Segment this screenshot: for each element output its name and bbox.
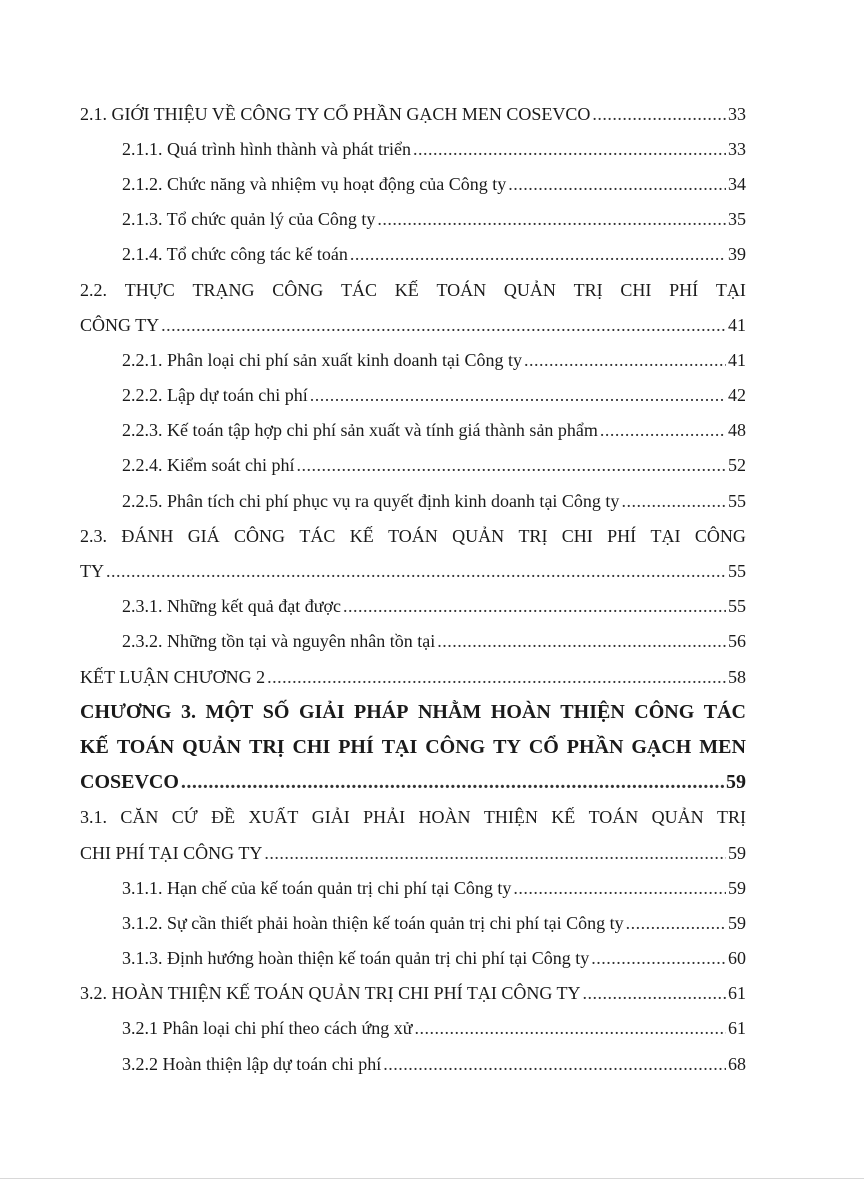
toc-heading-line bbox=[80, 694, 746, 729]
toc-dot-leader bbox=[296, 456, 726, 474]
toc-entry[interactable] bbox=[80, 166, 746, 201]
toc-heading-word: PHẦN bbox=[566, 735, 624, 758]
toc-entry-title: 3.2.1 Phân loại chi phí theo cách ứng xử bbox=[122, 1018, 413, 1039]
toc-page-number: 56 bbox=[728, 631, 746, 652]
toc-page-number: 42 bbox=[728, 385, 746, 406]
toc-entry[interactable] bbox=[80, 976, 746, 1011]
toc-page-number: 55 bbox=[728, 561, 746, 582]
toc-entry[interactable] bbox=[80, 96, 746, 131]
toc-dot-leader bbox=[267, 668, 726, 686]
toc-entry-title: 3.1.3. Định hướng hoàn thiện kế toán quản trị chi phí tại Công ty bbox=[122, 948, 590, 969]
toc-heading-word: CÔNG bbox=[425, 735, 486, 758]
toc-page-number: 48 bbox=[728, 420, 746, 441]
toc-dot-leader bbox=[591, 949, 726, 967]
toc-entry[interactable] bbox=[80, 624, 746, 659]
toc-heading-word: GIẢI bbox=[298, 700, 345, 723]
toc-dot-leader bbox=[264, 844, 726, 862]
toc-heading-word: 2.3. bbox=[80, 525, 107, 546]
toc-heading-word: 3. bbox=[180, 700, 196, 723]
toc-entry[interactable] bbox=[80, 905, 746, 940]
toc-heading-word: ĐÁNH bbox=[121, 525, 174, 546]
toc-heading-word: 2.2. bbox=[80, 279, 107, 300]
toc-dot-leader bbox=[377, 210, 726, 228]
toc-heading-word: TẠI bbox=[381, 735, 418, 758]
toc-entry[interactable] bbox=[80, 870, 746, 905]
toc-entry[interactable] bbox=[80, 835, 746, 870]
toc-dot-leader bbox=[583, 984, 727, 1002]
toc-heading-word: KẾ bbox=[349, 525, 374, 546]
toc-page-number: 68 bbox=[728, 1053, 746, 1074]
toc-entry-title: 2.1. GIỚI THIỆU VỀ CÔNG TY CỔ PHẦN GẠCH MEN COSEVCO bbox=[80, 103, 591, 124]
toc-heading-word: PHÁP bbox=[354, 700, 409, 723]
toc-page-number: 55 bbox=[728, 490, 746, 511]
toc-page-number: 41 bbox=[728, 314, 746, 335]
toc-heading-word: HOÀN bbox=[490, 700, 551, 723]
toc-heading-line bbox=[80, 800, 746, 835]
toc-heading-word: GẠCH bbox=[631, 735, 692, 758]
toc-heading-word: CHI bbox=[561, 525, 593, 546]
toc-heading-word: TY bbox=[493, 735, 521, 758]
toc-entry-title: 2.1.1. Quá trình hình thành và phát triển bbox=[122, 138, 411, 159]
toc-heading-word: TÁC bbox=[340, 279, 377, 300]
toc-heading-word: QUẢN bbox=[503, 279, 556, 300]
toc-heading-word: TRỊ bbox=[573, 279, 603, 300]
toc-entry-title: 2.3.1. Những kết quả đạt được bbox=[122, 596, 341, 617]
toc-heading-word: PHÍ bbox=[338, 735, 374, 758]
toc-heading-word: QUẢN bbox=[651, 807, 704, 828]
toc-page-number: 61 bbox=[728, 1018, 746, 1039]
toc-heading-word: QUẢN bbox=[452, 525, 505, 546]
toc-heading-word: CHI bbox=[620, 279, 652, 300]
toc-heading-word: TRỊ bbox=[248, 735, 285, 758]
toc-dot-leader bbox=[414, 1019, 726, 1037]
toc-entry-title: 3.1.2. Sự cần thiết phải hoàn thiện kế toán quản trị chi phí tại Công ty bbox=[122, 912, 624, 933]
toc-page-number: 34 bbox=[728, 173, 746, 194]
toc-heading-word: CĂN bbox=[120, 807, 159, 828]
toc-page-number: 39 bbox=[728, 244, 746, 265]
toc-entry[interactable] bbox=[80, 342, 746, 377]
toc-page-number: 59 bbox=[728, 912, 746, 933]
toc-heading-word: TÁC bbox=[299, 525, 336, 546]
toc-heading-word: THỰC bbox=[124, 279, 175, 300]
toc-heading-word: THIỆN bbox=[560, 700, 625, 723]
toc-heading-word: CHƯƠNG bbox=[80, 700, 172, 723]
toc-heading-word: ĐỀ bbox=[211, 807, 236, 828]
toc-page-number: 58 bbox=[728, 666, 746, 687]
toc-heading-word: PHÍ bbox=[669, 279, 699, 300]
toc-entry[interactable] bbox=[80, 448, 746, 483]
toc-heading-word: TOÁN bbox=[588, 807, 639, 828]
toc-dot-leader bbox=[513, 879, 726, 897]
toc-heading-word: CỨ bbox=[171, 807, 198, 828]
toc-entry-title: CHI PHÍ TẠI CÔNG TY bbox=[80, 842, 263, 863]
toc-entry-title: 2.2.3. Kế toán tập hợp chi phí sản xuất và tính giá thành sản phẩm bbox=[122, 420, 598, 441]
toc-entry[interactable] bbox=[80, 307, 746, 342]
toc-entry[interactable] bbox=[80, 131, 746, 166]
toc-heading-word: PHẢI bbox=[363, 807, 406, 828]
toc-page-number: 55 bbox=[728, 596, 746, 617]
toc-entry[interactable] bbox=[80, 589, 746, 624]
toc-dot-leader bbox=[600, 421, 726, 439]
toc-dot-leader bbox=[350, 245, 726, 263]
toc-heading-word: KẾ bbox=[80, 735, 109, 758]
toc-heading-word: TOÁN bbox=[436, 279, 487, 300]
toc-heading-word: CÔNG bbox=[234, 525, 286, 546]
toc-heading-word: HOÀN bbox=[418, 807, 471, 828]
toc-heading-word: CÔNG bbox=[694, 525, 746, 546]
toc-page-number: 59 bbox=[726, 771, 746, 794]
toc-heading-word: THIỆN bbox=[483, 807, 538, 828]
toc-entry-title: 2.1.2. Chức năng và nhiệm vụ hoạt động của Công ty bbox=[122, 173, 507, 194]
toc-heading-word: TÁC bbox=[703, 700, 746, 723]
toc-entry-title: CÔNG TY bbox=[80, 314, 160, 335]
toc-entry[interactable] bbox=[80, 659, 746, 694]
toc-page-number: 60 bbox=[728, 948, 746, 969]
toc-page-number: 61 bbox=[728, 983, 746, 1004]
toc-dot-leader bbox=[106, 562, 726, 580]
toc-entry-title: 2.1.3. Tổ chức quản lý của Công ty bbox=[122, 209, 376, 230]
toc-heading-word: MEN bbox=[699, 735, 746, 758]
toc-heading-word: GIÁ bbox=[187, 525, 220, 546]
toc-entry-title: 2.2.2. Lập dự toán chi phí bbox=[122, 385, 308, 406]
toc-entry[interactable] bbox=[80, 413, 746, 448]
toc-heading-word: TRỊ bbox=[518, 525, 548, 546]
toc-entry[interactable] bbox=[80, 553, 746, 588]
toc-heading-line bbox=[80, 272, 746, 307]
toc-entry-title: 2.2.1. Phân loại chi phí sản xuất kinh doanh tại Công ty bbox=[122, 349, 522, 370]
toc-entry-title: 2.2.5. Phân tích chi phí phục vụ ra quyết định kinh doanh tại Công ty bbox=[122, 490, 620, 511]
toc-heading-word: TRỊ bbox=[716, 807, 746, 828]
toc-heading-word: MỘT bbox=[205, 700, 254, 723]
toc-heading-line bbox=[80, 518, 746, 553]
toc-heading-word: TRẠNG bbox=[192, 279, 255, 300]
toc-dot-leader bbox=[437, 632, 726, 650]
toc-page-number: 41 bbox=[728, 349, 746, 370]
toc-heading-word: TOÁN bbox=[388, 525, 438, 546]
toc-heading-word: XUẤT bbox=[248, 807, 299, 828]
toc-heading-word: CÔNG bbox=[272, 279, 324, 300]
toc-dot-leader bbox=[621, 492, 726, 510]
toc-entry[interactable] bbox=[80, 1011, 746, 1046]
toc-page-number: 33 bbox=[728, 103, 746, 124]
toc-entry[interactable] bbox=[80, 1046, 746, 1081]
toc-entry-title: 2.3.2. Những tồn tại và nguyên nhân tồn tại bbox=[122, 631, 436, 652]
toc-page-number: 33 bbox=[728, 138, 746, 159]
toc-entry-title: TY bbox=[80, 561, 104, 582]
toc-entry-title: COSEVCO bbox=[80, 771, 179, 794]
toc-dot-leader bbox=[592, 105, 726, 123]
toc-entry[interactable] bbox=[80, 941, 746, 976]
toc-dot-leader bbox=[626, 914, 726, 932]
toc-entry[interactable] bbox=[80, 765, 746, 800]
toc-page-number: 59 bbox=[728, 842, 746, 863]
toc-heading-word: SỐ bbox=[262, 700, 290, 723]
toc-dot-leader bbox=[181, 772, 724, 792]
toc-dot-leader bbox=[343, 597, 726, 615]
toc-dot-leader bbox=[310, 386, 726, 404]
toc-heading-word: CÔNG bbox=[634, 700, 695, 723]
toc-dot-leader bbox=[524, 351, 726, 369]
page-bottom-divider bbox=[0, 1178, 864, 1179]
toc-entry[interactable] bbox=[80, 237, 746, 272]
toc-heading-word: PHÍ bbox=[607, 525, 637, 546]
toc-entry-title: 3.1.1. Hạn chế của kế toán quản trị chi phí tại Công ty bbox=[122, 877, 512, 898]
toc-heading-word: NHẰM bbox=[417, 700, 482, 723]
toc-dot-leader bbox=[508, 175, 726, 193]
toc-dot-leader bbox=[161, 316, 726, 334]
toc-entry-title: 3.2.2 Hoàn thiện lập dự toán chi phí bbox=[122, 1053, 382, 1074]
toc-entry-title: 3.2. HOÀN THIỆN KẾ TOÁN QUẢN TRỊ CHI PHÍ TẠI CÔNG TY bbox=[80, 983, 581, 1004]
toc-heading-word: KẾ bbox=[551, 807, 576, 828]
toc-heading-word: TẠI bbox=[650, 525, 681, 546]
toc-heading-word: TẠI bbox=[715, 279, 746, 300]
toc-entry-title: 2.2.4. Kiểm soát chi phí bbox=[122, 455, 295, 476]
toc-entry[interactable] bbox=[80, 202, 746, 237]
toc-heading-word: TOÁN bbox=[116, 735, 175, 758]
toc-dot-leader bbox=[383, 1055, 726, 1073]
toc-heading-word: QUẢN bbox=[182, 735, 242, 758]
table-of-contents bbox=[80, 96, 746, 1081]
toc-heading-line bbox=[80, 729, 746, 764]
toc-heading-word: CỔ bbox=[528, 735, 559, 758]
toc-page-number: 52 bbox=[728, 455, 746, 476]
toc-heading-word: GIẢI bbox=[311, 807, 350, 828]
toc-heading-word: CHI bbox=[292, 735, 331, 758]
toc-page-number: 59 bbox=[728, 877, 746, 898]
toc-entry-title: KẾT LUẬN CHƯƠNG 2 bbox=[80, 666, 266, 687]
toc-entry[interactable] bbox=[80, 378, 746, 413]
toc-heading-word: 3.1. bbox=[80, 807, 107, 828]
toc-entry-title: 2.1.4. Tổ chức công tác kế toán bbox=[122, 244, 348, 265]
toc-heading-word: KẾ bbox=[394, 279, 419, 300]
toc-entry[interactable] bbox=[80, 483, 746, 518]
toc-page-number: 35 bbox=[728, 209, 746, 230]
toc-dot-leader bbox=[413, 140, 726, 158]
